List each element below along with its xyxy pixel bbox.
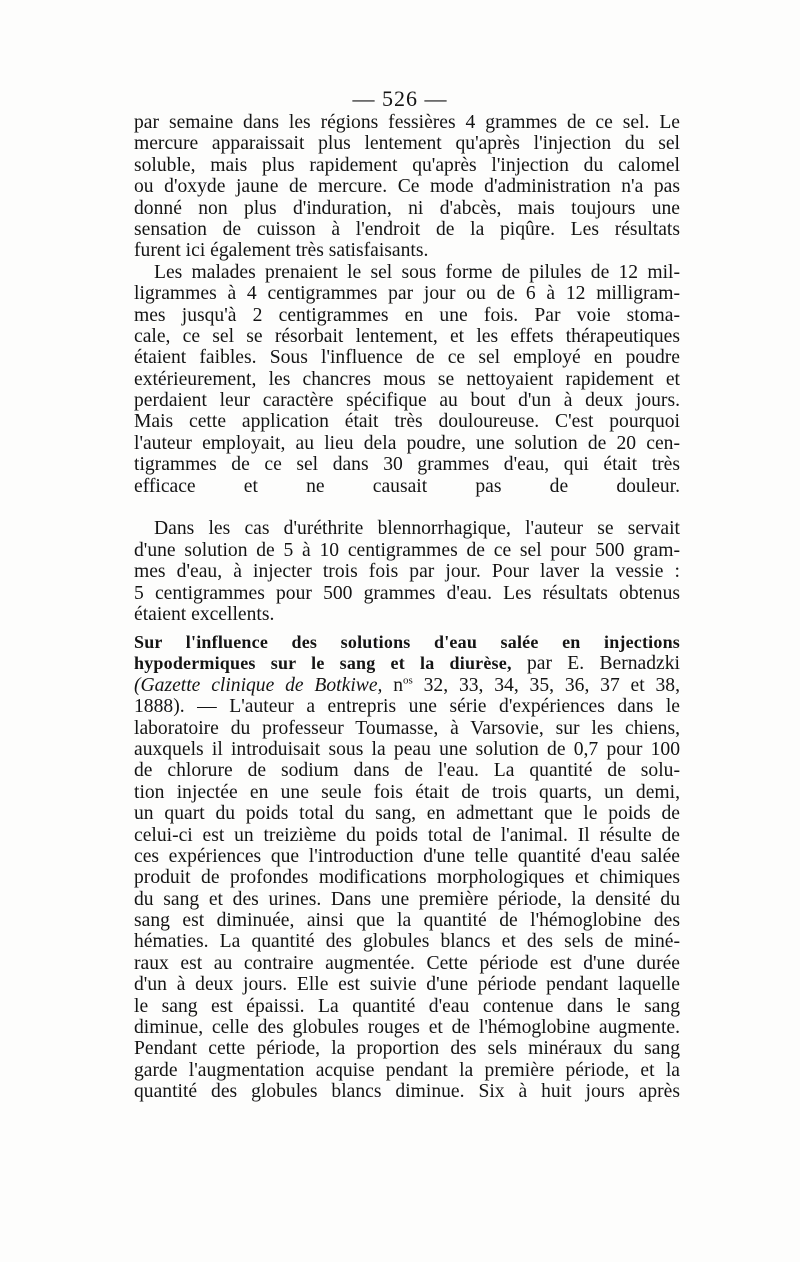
text-line: ou d'oxyde jaune de mercure. Ce mode d'administration n'a pas (134, 176, 680, 198)
issue-label-sup: os (403, 674, 413, 687)
text-line: par semaine dans les régions fessières 4 grammes de ce sel. Le (134, 112, 680, 133)
text-line: un quart du poids total du sang, en admettant que le poids de (134, 803, 680, 825)
text-line (134, 1145, 680, 1166)
text-line: mes jusqu'à 2 centigrammes en une fois. Par voie stoma- (134, 304, 680, 326)
text-line: étaient excellents. (134, 603, 275, 625)
text-line: 1888). — L'auteur a entrepris une série d'expériences dans le (134, 696, 680, 718)
text-line: garde l'augmentation acquise pendant la première période, et la (134, 1059, 680, 1081)
text-line: tigrammes de ce sel dans 30 grammes d'eau, qui était très (134, 454, 680, 476)
text-line: d'une solution de 5 à 10 centigrammes de ce sel pour 500 gram- (134, 539, 680, 561)
text-line (134, 1124, 680, 1145)
issue-numbers: 32, 33, 34, 35, 36, 37 et 38, (412, 674, 680, 696)
text-line: le sang est épaissi. La quantité d'eau contenue dans le sang (134, 995, 680, 1017)
article-heading: hypodermiques sur le sang et la diurèse, (134, 653, 512, 674)
page-number: — 526 — (352, 86, 448, 111)
text-line: celui-ci est un treizième du poids total de l'animal. Il résulte de (134, 824, 680, 846)
text-line (134, 653, 680, 674)
text-line: étaient faibles. Sous l'influence de ce sel employé en poudre (134, 347, 680, 369)
text-line: d'un à deux jours. Elle est suivie d'une période pendant laquelle (134, 974, 680, 996)
text-line: auxquels il introduisait sous la peau une solution de 0,7 pour 100 (134, 738, 680, 760)
text-line: sensation de cuisson à l'endroit de la piqûre. Les résultats (134, 218, 680, 240)
text-line: perdaient leur caractère spécifique au bout d'un à deux jours. (134, 390, 680, 412)
article-heading: Sur l'influence des solutions d'eau salée en injections (134, 632, 680, 652)
text-line: ces expériences que l'introduction d'une telle quantité d'eau salée (134, 845, 680, 867)
text-line: Pendant cette période, la proportion des sels minéraux du sang (134, 1038, 680, 1060)
text-line: de chlorure de sodium dans de l'eau. La quantité de solu- (134, 760, 680, 782)
text-line: soluble, mais plus rapidement qu'après l'injection du calomel (134, 154, 680, 176)
text-line: quantité des globules blancs diminue. Six à huit jours après (134, 1081, 680, 1103)
text-line: efficace et ne causait pas de douleur. (134, 475, 680, 497)
text-line: produit de profondes modifications morphologiques et chimiques (134, 867, 680, 889)
journal-name: (Gazette clinique de Botkiwe, (134, 674, 383, 696)
text-line (134, 1103, 680, 1124)
section-continued-text (134, 112, 680, 625)
text-line: furent ici également très satisfaisants. (134, 240, 429, 262)
text-line: raux est au contraire augmentée. Cette période est d'une durée (134, 952, 680, 974)
text-line (134, 497, 680, 518)
text-line: 5 centigrammes pour 500 grammes d'eau. Les résultats obtenus (134, 582, 680, 604)
text-line: extérieurement, les chancres mous se nettoyaient rapidement et (134, 368, 680, 390)
text-line: mes d'eau, à injecter trois fois par jour. Pour laver la vessie : (134, 561, 680, 583)
text-line: Mais cette application était très douloureuse. C'est pourquoi (134, 411, 680, 433)
text-line: du sang et des urines. Dans une première période, la densité du (134, 888, 680, 910)
text-line: sang est diminuée, ainsi que la quantité de l'hémoglobine des (134, 910, 680, 932)
issue-label: n (393, 674, 404, 696)
text-line: hématies. La quantité des globules blancs et des sels de miné- (134, 931, 680, 953)
text-line: diminue, celle des globules rouges et de l'hémoglobine augmente. (134, 1017, 680, 1039)
text-line: cale, ce sel se résorbait lentement, et les effets thérapeutiques (134, 325, 680, 347)
text-line: mercure apparaissait plus lentement qu'après l'injection du sel (134, 133, 680, 155)
text-line: Dans les cas d'uréthrite blennorrhagique, l'auteur se servait (154, 518, 680, 540)
text-line: tion injectée en une seule fois était de trois quarts, un demi, (134, 781, 680, 803)
text-line: ligrammes à 4 centigrammes par jour ou de 6 à 12 milligram- (134, 283, 680, 305)
text-line: donné non plus d'induration, ni d'abcès, mais toujours une (134, 197, 680, 219)
article-author: par E. Bernadzki (526, 653, 680, 675)
text-line: l'auteur employait, au lieu dela poudre, une solution de 20 cen- (134, 432, 680, 454)
text-line: Les malades prenaient le sel sous forme de pilules de 12 mil- (154, 261, 680, 283)
text-line: laboratoire du professeur Toumasse, à Varsovie, sur les chiens, (134, 717, 680, 739)
article-section (134, 632, 680, 1167)
text-line (134, 675, 680, 696)
